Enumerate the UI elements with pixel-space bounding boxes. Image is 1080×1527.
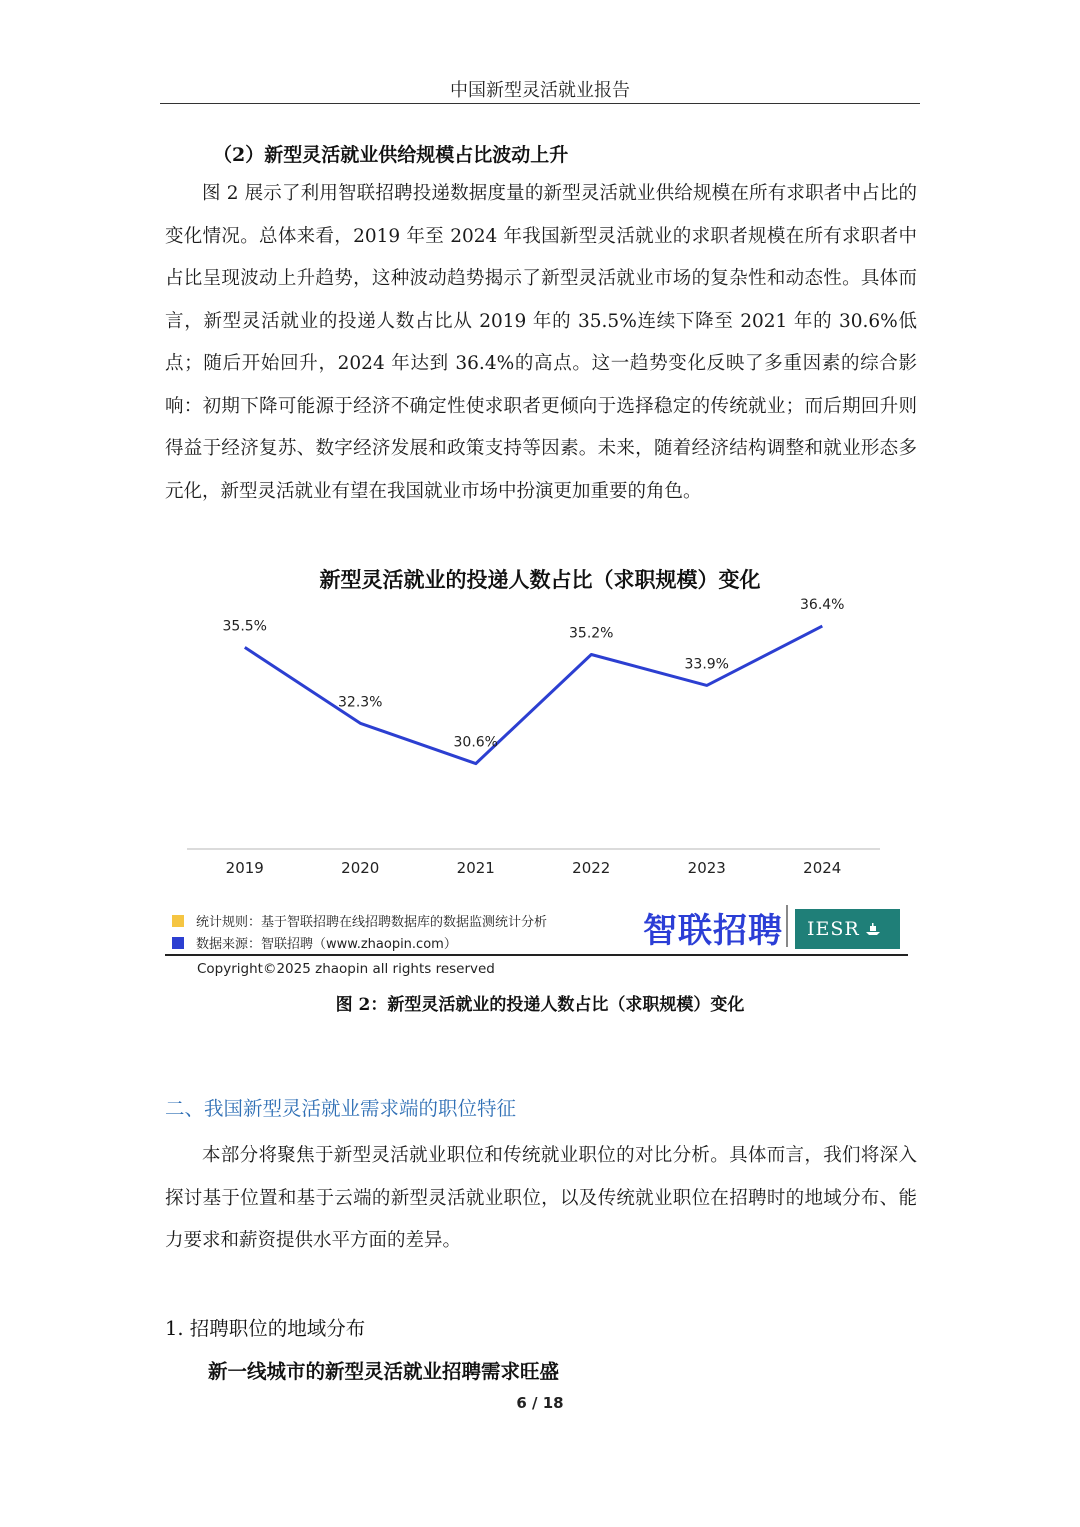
legend-swatch-yellow bbox=[172, 915, 184, 927]
header-title: 中国新型灵活就业报告 bbox=[450, 80, 630, 101]
copyright-text: Copyright©2025 zhaopin all rights reserved bbox=[197, 961, 495, 977]
figure-caption: 图 2：新型灵活就业的投递人数占比（求职规模）变化 bbox=[335, 995, 745, 1015]
data-label: 35.5% bbox=[222, 618, 267, 635]
page-number: 6 / 18 bbox=[516, 1394, 564, 1412]
chart-title: 新型灵活就业的投递人数占比（求职规模）变化 bbox=[319, 568, 761, 592]
legend-swatch-blue bbox=[172, 937, 184, 949]
legend-item-source bbox=[172, 933, 457, 952]
data-label: 36.4% bbox=[800, 597, 845, 614]
data-label: 30.6% bbox=[453, 734, 498, 751]
x-tick-label: 2024 bbox=[803, 859, 842, 877]
copyright-rule bbox=[165, 954, 908, 956]
section-2-heading: 二、我国新型灵活就业需求端的职位特征 bbox=[165, 1097, 517, 1120]
x-tick-label: 2019 bbox=[225, 859, 264, 877]
paragraph-1: 图 2 展示了利用智联招聘投递数据度量的新型灵活就业供给规模在所有求职者中占比的变化情况。总体来看，2019 年至 2024 年我国新型灵活就业的求职者规模在所有求职者中占比呈现波动上升趋势，这种波动趋势揭示了新型灵活就业市场的复杂性和动态性。具体而言，新型灵活就业的投递人数占比从 2019 年的 35.5%连续下降至 2021 年的 30.6%低点；随后开始回升，2024 年达到 36.4%的高点。这一趋势变化反映了多重因素的综合影响：初期下降可能源于经济不确定性使求职者更倾向于选择稳定的传统就业；而后期回升则得益于经济复苏、数字经济发展和政策支持等因素。未来，随着经济结构调整和就业形态多元化，新型灵活就业有望在我国就业市场中扮演更加重要的角色。 bbox=[165, 183, 917, 502]
data-label: 32.3% bbox=[338, 694, 383, 711]
numbered-heading: 1. 招聘职位的地域分布 bbox=[165, 1317, 366, 1340]
series-line bbox=[245, 626, 823, 764]
subheading-2: （2）新型灵活就业供给规模占比波动上升 bbox=[213, 144, 569, 166]
header-rule bbox=[160, 103, 920, 104]
bold-subheading: 新一线城市的新型灵活就业招聘需求旺盛 bbox=[208, 1360, 560, 1383]
logo-divider bbox=[786, 905, 788, 947]
x-tick-label: 2020 bbox=[341, 859, 380, 877]
legend-item-rule bbox=[172, 911, 547, 930]
legend-source-text: 数据来源：智联招聘（www.zhaopin.com） bbox=[196, 937, 457, 952]
iesr-logo bbox=[795, 909, 900, 949]
data-label: 33.9% bbox=[684, 656, 729, 673]
paragraph-2: 本部分将聚焦于新型灵活就业职位和传统就业职位的对比分析。具体而言，我们将深入探讨基于位置和基于云端的新型灵活就业职位，以及传统就业职位在招聘时的地域分布、能力要求和薪资提供水平方面的差异。 bbox=[165, 1145, 917, 1251]
ship-icon bbox=[864, 922, 882, 936]
legend-rule-text: 统计规则：基于智联招聘在线招聘数据库的数据监测统计分析 bbox=[196, 915, 548, 930]
x-tick-label: 2021 bbox=[456, 859, 495, 877]
zhilian-logo: 智联招聘 bbox=[643, 911, 783, 951]
data-label: 35.2% bbox=[569, 625, 614, 642]
iesr-logo-text: IESR bbox=[807, 918, 860, 940]
x-tick-label: 2023 bbox=[687, 859, 726, 877]
x-tick-label: 2022 bbox=[572, 859, 611, 877]
